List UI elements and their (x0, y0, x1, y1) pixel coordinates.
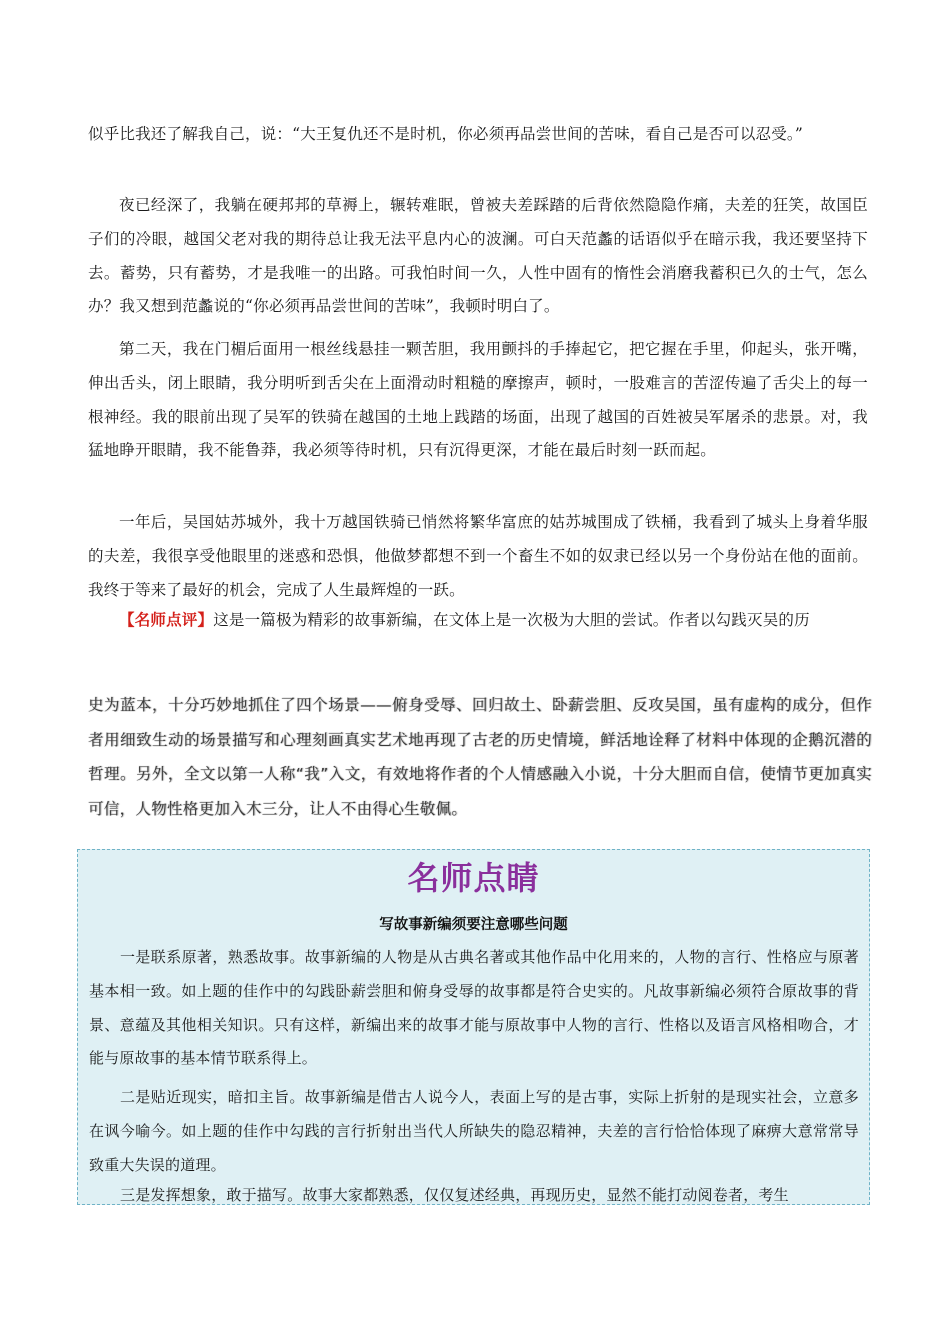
tips-paragraph-2: 二是贴近现实，暗扣主旨。故事新编是借古人说今人，表面上写的是古事，实际上折射的是现实社会，立意多在讽今喻今。如上题的佳作中勾践的言行折射出当代人所缺失的隐忍精神，夫差的言行恰恰体现了麻痹大意常常导致重大失误的道理。 (89, 1088, 859, 1174)
teacher-comment-tag: 【名师点评】 (119, 610, 214, 629)
story-paragraph-1: 似乎比我还了解我自己，说：“大王复仇还不是时机，你必须再品尝世间的苦味，看自己是否可以忍受。” (88, 125, 804, 143)
story-paragraph-4: 一年后，吴国姑苏城外，我十万越国铁骑已悄然将繁华富庶的姑苏城围成了铁桶，我看到了城头上身着华服的夫差，我很享受他眼里的迷惑和恐惧，他做梦都想不到一个畜生不如的奴隶已经以另一个身份站在他的面前。我终于等来了最好的机会，完成了人生最辉煌的一跃。 (88, 513, 868, 599)
tips-box-title: 名师点睛 (407, 859, 540, 897)
tips-box (77, 849, 870, 1205)
teacher-comment-first-line (88, 603, 868, 637)
story-paragraph-3: 第二天，我在门楣后面用一根丝线悬挂一颗苦胆，我用颤抖的手捧起它，把它握在手里，仰起头，张开嘴，伸出舌头，闭上眼睛，我分明听到舌尖在上面滑动时粗糙的摩擦声，顿时，一股难言的苦涩传遍了舌尖上的每一根神经。我的眼前出现了吴军的铁骑在越国的土地上践踏的场面，出现了越国的百姓被吴军屠杀的悲景。对，我猛地睁开眼睛，我不能鲁莽，我必须等待时机，只有沉得更深，才能在最后时刻一跃而起。 (88, 340, 868, 460)
teacher-comment-lead: 这是一篇极为精彩的故事新编，在文体上是一次极为大胆的尝试。作者以勾践灭吴的历 (213, 611, 810, 629)
tips-paragraph-3: 三是发挥想象，敢于描写。故事大家都熟悉，仅仅复述经典，再现历史，显然不能打动阅卷者，考生 (120, 1186, 789, 1204)
tips-paragraph-1: 一是联系原著，熟悉故事。故事新编的人物是从古典名著或其他作品中化用来的，人物的言行、性格应与原著基本相一致。如上题的佳作中的勾践卧薪尝胆和俯身受辱的故事都是符合史实的。凡故事新编必须符合原故事的背景、意蕴及其他相关知识。只有这样，新编出来的故事才能与原故事中人物的言行、性格以及语言风格相吻合，才能与原故事的基本情节联系得上。 (89, 948, 859, 1068)
teacher-comment-continuation: 史为蓝本，十分巧妙地抓住了四个场景——俯身受辱、回归故土、卧薪尝胆、反攻吴国，虽有虚构的成分，但作者用细致生动的场景描写和心理刻画真实艺术地再现了古老的历史情境，鲜活地诠释了材料中体现的企鹅沉潜的哲理。另外，全文以第一人称“我”入文，有效地将作者的个人情感融入小说，十分大胆而自信，使情节更加真实可信，人物性格更加入木三分，让人不由得心生敬佩。 (88, 696, 872, 818)
tips-box-subtitle: 写故事新编须要注意哪些问题 (379, 916, 568, 933)
story-paragraph-2: 夜已经深了，我躺在硬邦邦的草褥上，辗转难眠，曾被夫差踩踏的后背依然隐隐作痛，夫差的狂笑，故国臣子们的冷眼，越国父老对我的期待总让我无法平息内心的波澜。可白天范蠡的话语似乎在暗示我，我还要坚持下去。蓄势，只有蓄势，才是我唯一的出路。可我怕时间一久，人性中固有的惰性会消磨我蓄积已久的士气，怎么办？我又想到范蠡说的“你必须再品尝世间的苦味”，我顿时明白了。 (88, 196, 868, 316)
